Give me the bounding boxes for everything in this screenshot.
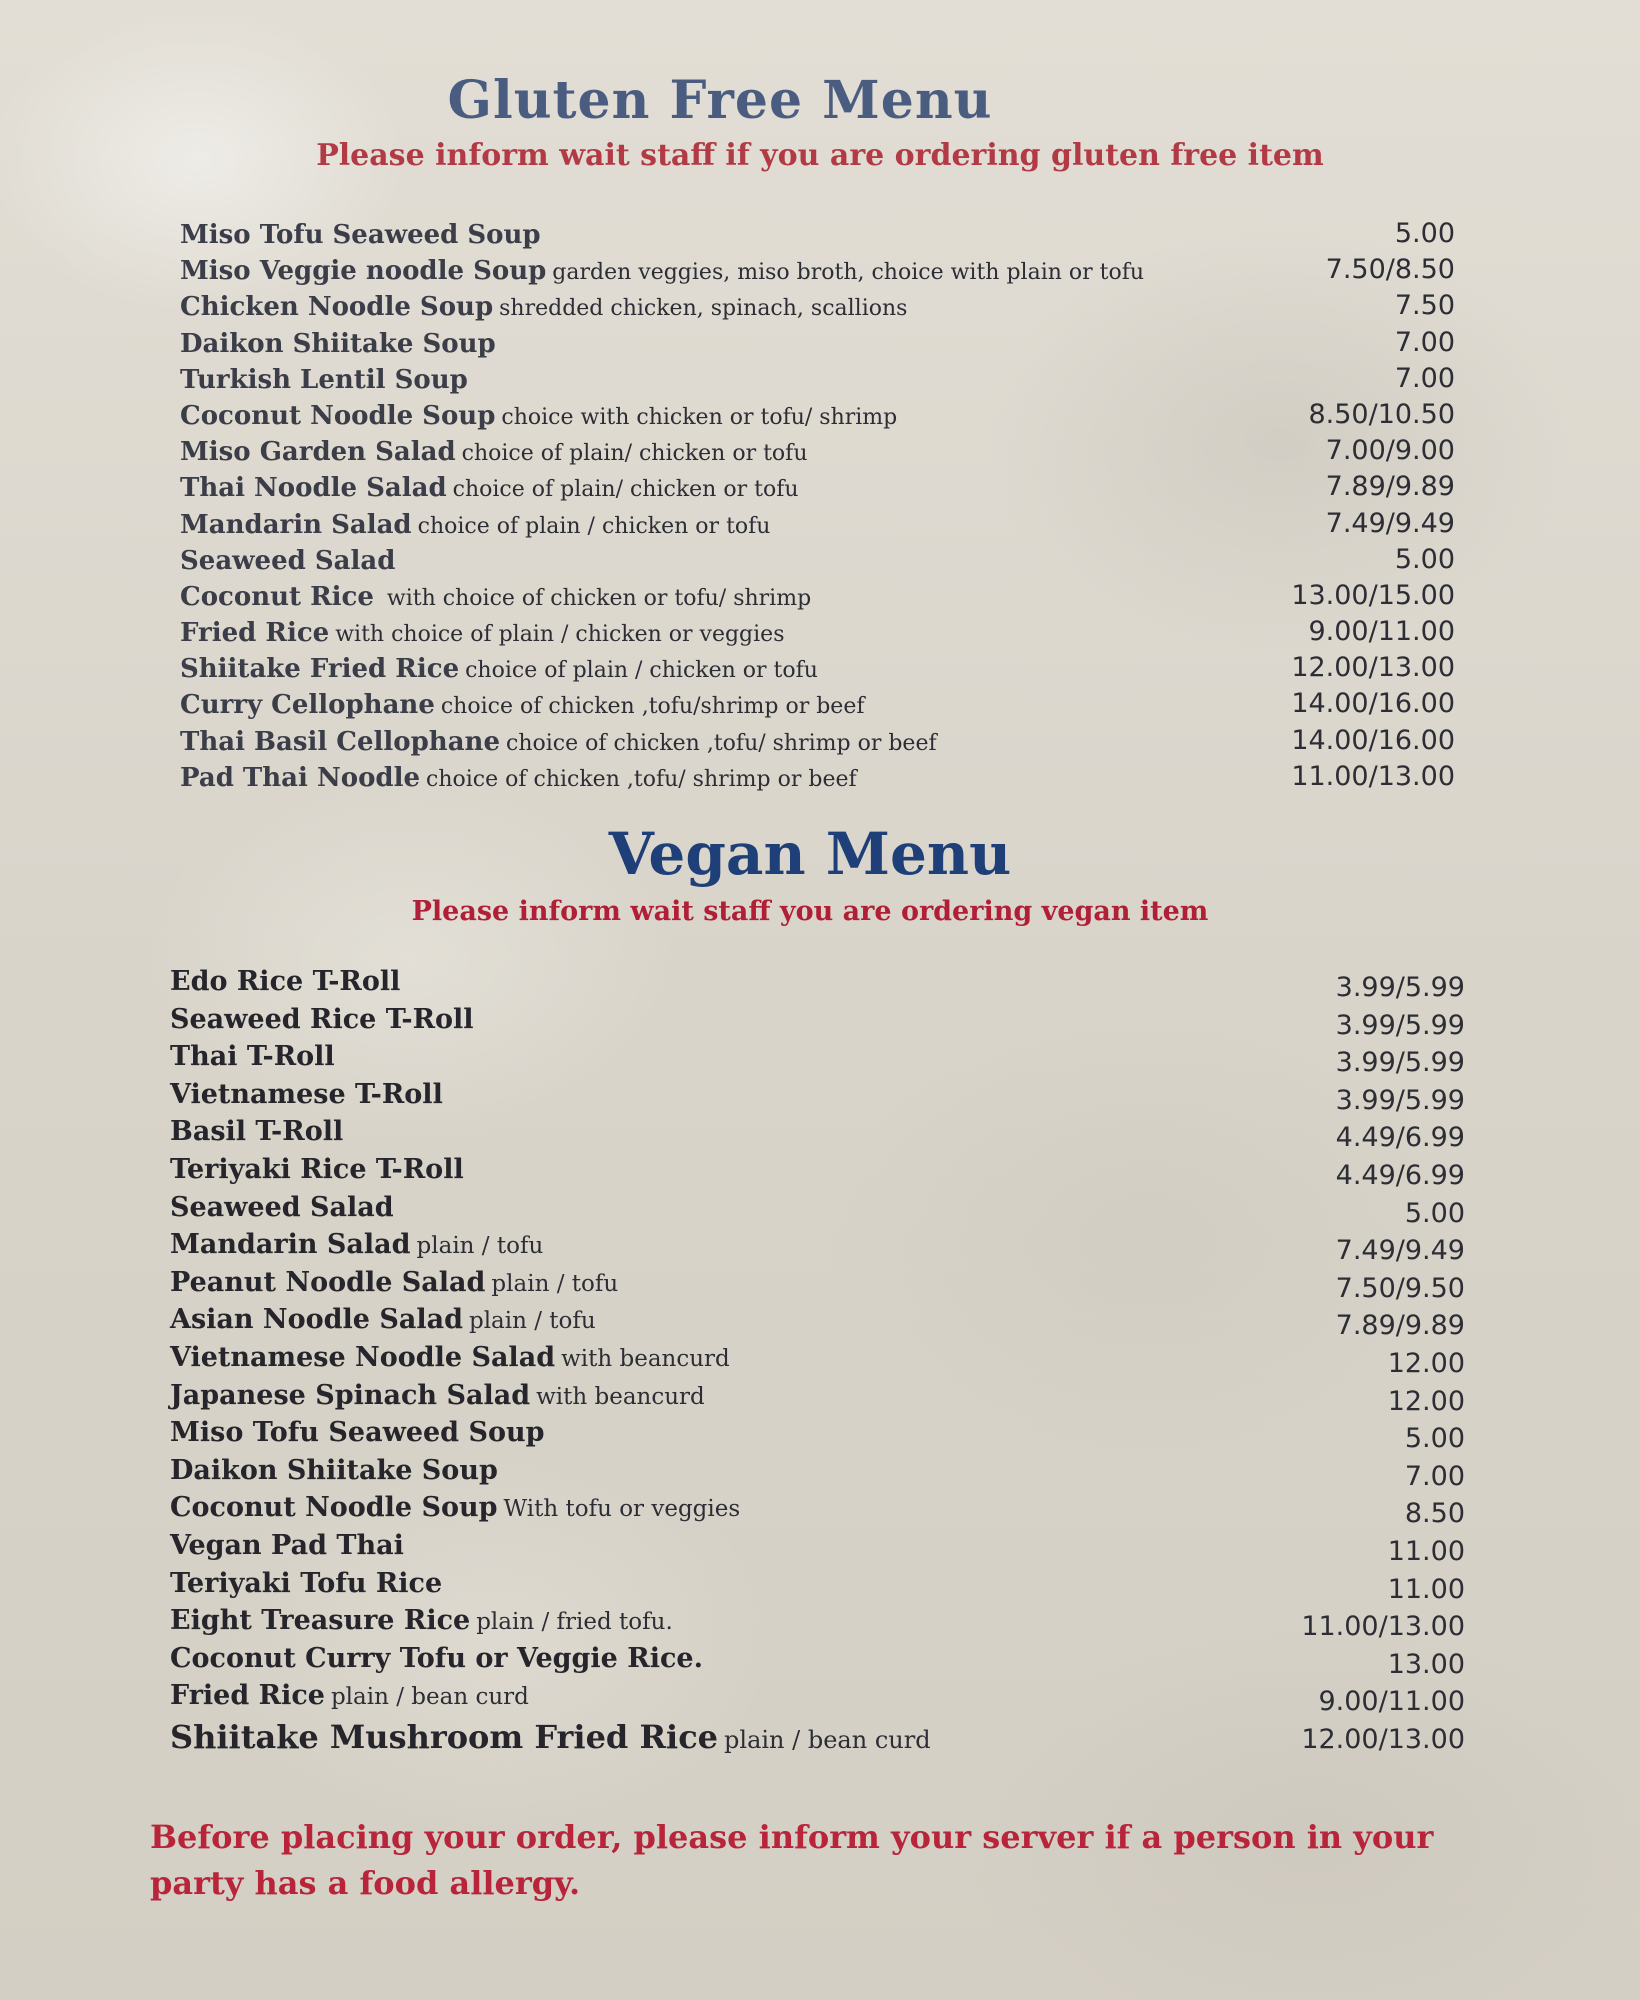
item-price: 7.89/9.89 <box>1325 471 1455 503</box>
item-price: 7.50 <box>1394 290 1455 322</box>
item-name: Teriyaki Rice T-Roll <box>170 1153 464 1185</box>
item-price: 7.49/9.49 <box>1325 507 1455 539</box>
menu-item <box>0 543 1640 582</box>
item-description: With tofu or veggies <box>503 1496 741 1523</box>
item-name: Fried Rice with choice of plain / chicken or veggies <box>180 618 785 649</box>
item-description: plain / bean curd <box>724 1725 931 1754</box>
item-description: garden veggies, miso broth, choice with plain or tofu <box>552 260 1145 286</box>
item-name: Seaweed Rice T-Roll <box>170 1003 474 1035</box>
vegan-subtitle: Please inform wait staff you are ordering vegan item <box>411 896 1209 927</box>
item-price: 12.00 <box>1387 1385 1465 1417</box>
item-price: 7.49/9.49 <box>1335 1235 1465 1267</box>
item-description: with beancurd <box>536 1383 705 1410</box>
menu-item <box>0 654 1640 690</box>
menu-item <box>0 507 1640 546</box>
item-name: Thai T-Roll <box>170 1041 335 1073</box>
item-name: Miso Veggie noodle Soup garden veggies, miso broth, choice with plain or tofu <box>180 256 1145 287</box>
item-description: plain / fried tofu. <box>476 1609 673 1636</box>
item-name: Thai Basil Cellophane choice of chicken ,tofu/ shrimp or beef <box>180 726 937 757</box>
item-price: 14.00/16.00 <box>1291 724 1455 756</box>
item-price: 13.00 <box>1387 1648 1465 1680</box>
item-price: 12.00/13.00 <box>1291 652 1455 684</box>
item-description: plain / tofu <box>468 1308 596 1335</box>
item-name: Daikon Shiitake Soup <box>170 1454 498 1486</box>
item-price: 12.00/13.00 <box>1301 1723 1465 1755</box>
item-description: shredded chicken, spinach, scallions <box>499 296 908 322</box>
allergy-notice: Before placing your order, please inform your server if a person in your party has a food allergy. <box>150 1818 1434 1902</box>
menu-item <box>0 1643 1640 1681</box>
item-name: Turkish Lentil Soup <box>180 364 468 395</box>
item-name: Miso Garden Salad choice of plain/ chicken or tofu <box>180 437 808 468</box>
menu-item <box>0 1004 1640 1042</box>
item-description: with beancurd <box>561 1345 730 1372</box>
item-price: 11.00 <box>1387 1573 1465 1605</box>
item-name: Basil T-Roll <box>170 1116 344 1148</box>
item-price: 7.00 <box>1394 326 1455 358</box>
gluten-free-subtitle: Please inform wait staff if you are ordering gluten free item <box>316 138 1324 173</box>
menu-item <box>0 398 1640 437</box>
menu-item <box>0 1229 1640 1267</box>
item-name: Japanese Spinach Salad with beancurd <box>170 1379 705 1411</box>
item-price: 4.49/6.99 <box>1335 1159 1465 1191</box>
item-name: Seaweed Salad <box>170 1191 394 1223</box>
item-price: 14.00/16.00 <box>1291 688 1455 720</box>
item-name: Fried Rice plain / bean curd <box>170 1680 529 1712</box>
menu-item <box>0 1342 1640 1380</box>
menu-item <box>0 1116 1640 1154</box>
item-price: 11.00/13.00 <box>1301 1611 1465 1643</box>
item-price: 9.00/11.00 <box>1308 616 1455 648</box>
menu-item <box>0 1455 1640 1493</box>
item-description: with choice of chicken or tofu/ shrimp <box>379 585 812 611</box>
menu-item <box>0 1380 1640 1418</box>
item-price: 11.00 <box>1387 1535 1465 1567</box>
menu-item <box>0 1568 1640 1606</box>
vegan-title: Vegan Menu <box>608 820 1012 888</box>
item-description: choice of plain/ chicken or tofu <box>452 477 799 503</box>
item-name: Daikon Shiitake Soup <box>180 328 496 359</box>
item-price: 8.50/10.50 <box>1308 398 1455 430</box>
menu-item <box>0 1492 1640 1530</box>
item-price: 5.00 <box>1404 1423 1465 1455</box>
item-name: Pad Thai Noodle choice of chicken ,tofu/ shrimp or beef <box>180 762 857 793</box>
item-price: 5.00 <box>1394 543 1455 575</box>
menu-item <box>0 1718 1640 1756</box>
vegan-item-list <box>0 966 1640 1755</box>
item-name: Vietnamese T-Roll <box>170 1078 443 1110</box>
item-name: Peanut Noodle Salad plain / tofu <box>170 1266 619 1298</box>
menu-item <box>0 690 1640 726</box>
menu-item <box>0 326 1640 365</box>
item-name: Coconut Rice with choice of chicken or tofu/ shrimp <box>180 581 812 612</box>
item-name: Eight Treasure Rice plain / fried tofu. <box>170 1605 673 1637</box>
menu-item <box>0 220 1640 256</box>
menu-item <box>0 1680 1640 1718</box>
item-name: Coconut Curry Tofu or Veggie Rice. <box>170 1642 703 1674</box>
item-description: choice with chicken or tofu/ shrimp <box>501 404 898 430</box>
item-name: Thai Noodle Salad choice of plain/ chicken or tofu <box>180 473 799 504</box>
item-price: 3.99/5.99 <box>1335 1047 1465 1079</box>
item-price: 5.00 <box>1394 218 1455 249</box>
item-description: plain / tofu <box>416 1233 544 1260</box>
item-price: 7.50/9.50 <box>1335 1272 1465 1304</box>
menu-item <box>0 1304 1640 1342</box>
item-price: 11.00/13.00 <box>1291 760 1455 792</box>
menu-item <box>0 1267 1640 1305</box>
gluten-free-item-list <box>0 220 1640 799</box>
menu-item <box>0 473 1640 509</box>
item-name: Chicken Noodle Soup shredded chicken, spinach, scallions <box>180 292 908 323</box>
item-price: 13.00/15.00 <box>1291 579 1455 611</box>
menu-item <box>0 256 1640 292</box>
item-description: choice of plain / chicken or tofu <box>417 513 771 539</box>
item-name: Miso Tofu Seaweed Soup <box>170 1417 545 1449</box>
item-name: Teriyaki Tofu Rice <box>170 1567 443 1599</box>
menu-item <box>0 1079 1640 1117</box>
item-name: Asian Noodle Salad plain / tofu <box>170 1304 596 1336</box>
item-description: with choice of plain / chicken or veggies <box>335 622 785 648</box>
item-name: Seaweed Salad <box>180 545 396 576</box>
item-price: 7.50/8.50 <box>1325 254 1455 286</box>
item-name: Vietnamese Noodle Salad with beancurd <box>170 1341 730 1373</box>
menu-item <box>0 1605 1640 1643</box>
item-name: Coconut Noodle Soup With tofu or veggies <box>170 1492 741 1524</box>
item-price: 3.99/5.99 <box>1335 972 1465 1003</box>
item-description: choice of plain / chicken or tofu <box>465 658 818 684</box>
menu-item <box>0 292 1640 328</box>
item-name: Coconut Noodle Soup choice with chicken or tofu/ shrimp <box>180 400 898 431</box>
menu-item <box>0 760 1640 799</box>
item-price: 5.00 <box>1404 1197 1465 1229</box>
item-price: 8.50 <box>1404 1498 1465 1530</box>
menu-item <box>0 1192 1640 1230</box>
item-description: choice of chicken ,tofu/ shrimp or beef <box>506 730 937 756</box>
menu-item <box>0 437 1640 473</box>
item-description: choice of plain/ chicken or tofu <box>461 441 808 467</box>
item-name: Shiitake Fried Rice choice of plain / chicken or tofu <box>180 654 818 685</box>
item-name: Mandarin Salad plain / tofu <box>170 1229 544 1261</box>
item-price: 4.49/6.99 <box>1335 1122 1465 1154</box>
item-description: plain / tofu <box>491 1270 619 1297</box>
item-name: Mandarin Salad choice of plain / chicken or tofu <box>180 509 771 540</box>
item-name: Shiitake Mushroom Fried Rice plain / bean curd <box>170 1717 931 1756</box>
item-price: 3.99/5.99 <box>1335 1009 1465 1041</box>
menu-item <box>0 1154 1640 1192</box>
menu-item <box>0 966 1640 1004</box>
item-name: Vegan Pad Thai <box>170 1529 404 1561</box>
item-name: Miso Tofu Seaweed Soup <box>180 220 541 250</box>
item-price: 12.00 <box>1387 1347 1465 1379</box>
item-price: 7.00 <box>1404 1460 1465 1492</box>
item-price: 3.99/5.99 <box>1335 1084 1465 1116</box>
menu-item <box>0 1417 1640 1455</box>
item-name: Edo Rice T-Roll <box>170 966 401 997</box>
gluten-free-title: Gluten Free Menu <box>447 70 993 131</box>
menu-item <box>0 724 1640 763</box>
item-description: choice of chicken ,tofu/ shrimp or beef <box>426 766 857 792</box>
item-name: Curry Cellophane choice of chicken ,tofu/shrimp or beef <box>180 690 865 721</box>
menu-item <box>0 1041 1640 1079</box>
item-description: choice of chicken ,tofu/shrimp or beef <box>440 694 865 720</box>
item-price: 9.00/11.00 <box>1318 1686 1465 1718</box>
item-description: plain / bean curd <box>330 1684 529 1711</box>
item-price: 7.00 <box>1394 362 1455 394</box>
menu-item <box>0 579 1640 618</box>
menu-item <box>0 1530 1640 1568</box>
item-price: 7.00/9.00 <box>1325 435 1455 467</box>
item-price: 7.89/9.89 <box>1335 1310 1465 1342</box>
menu-item <box>0 362 1640 401</box>
menu-item <box>0 618 1640 654</box>
